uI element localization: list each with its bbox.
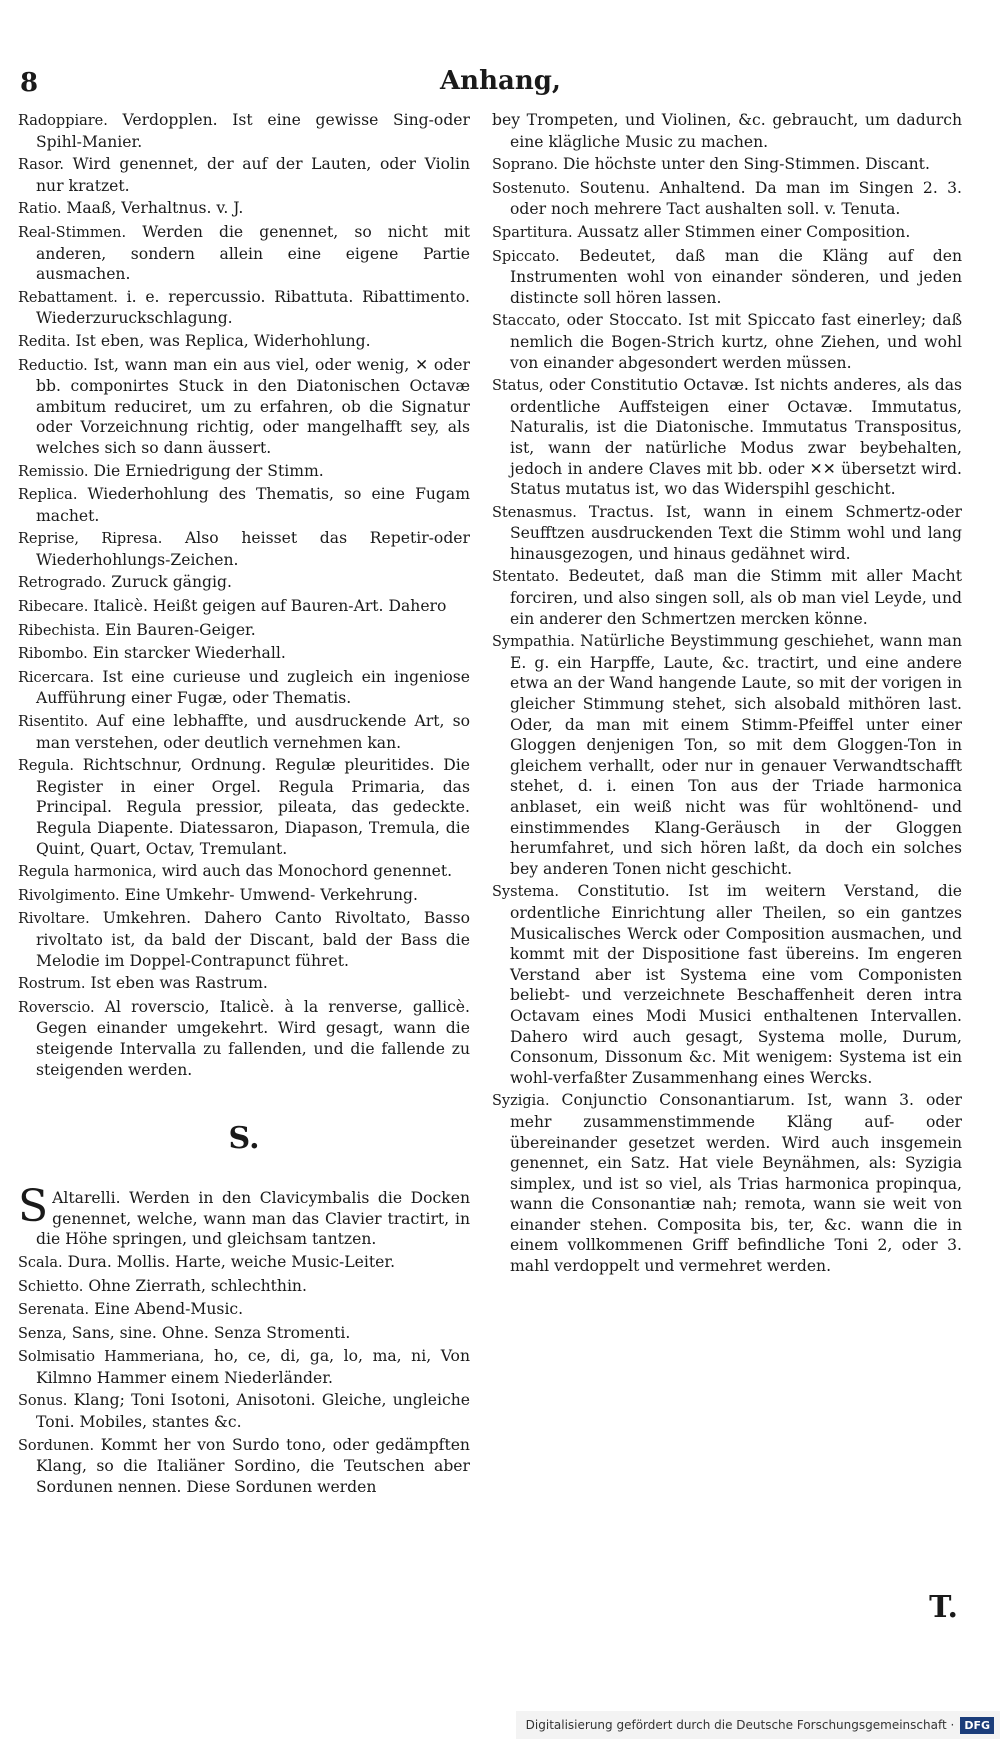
entry-headword: Remissio. — [18, 463, 89, 480]
dictionary-entry — [492, 222, 962, 244]
dictionary-entry — [492, 631, 962, 879]
entry-text: Umkehren. Dahero Canto Rivoltato, Basso rivoltato ist, da bald der Discant, bald der Bass die Melodie im Doppel-Contrapunct führet. — [36, 909, 470, 970]
entry-headword: Retrogrado. — [18, 575, 107, 592]
entry-text: Maaß, Verhaltnus. v. J. — [66, 199, 244, 218]
entry-headword: Rebattament. — [18, 289, 118, 306]
entry-text: Ohne Zierrath, schlechthin. — [88, 1276, 307, 1295]
entry-headword: Serenata. — [18, 1302, 90, 1319]
right-entry-list — [492, 110, 962, 1277]
dictionary-entry — [18, 355, 470, 459]
dictionary-entry — [18, 1390, 470, 1432]
entry-headword: Ricercara. — [18, 669, 95, 686]
entry-headword: Rasor. — [18, 157, 65, 174]
entry-text: Sans, sine. Ohne. Senza Stromenti. — [71, 1323, 351, 1342]
dictionary-entry — [18, 596, 470, 618]
entry-text: Tractus. Ist, wann in einem Schmertz-oder Seufftzen ausdruckenden Text die Stimm wohl und lang hinausgezogen, und hinaus gedähnet wird. — [510, 502, 962, 563]
dictionary-entry — [18, 331, 470, 353]
dictionary-entry — [18, 885, 470, 907]
entry-text: Werden die genennet, so nicht mit anderen, sondern allein eine eigene Partie ausmachen. — [36, 222, 470, 284]
entry-text: oder Constitutio Octavæ. Ist nichts anderes, als das ordentliche Auffsteigen einer Octavæ. Immutatus, Naturalis, ist die Diatonische. Immutatus Transpositus, ist, wann der natürliche Modus zwar beybehalten, jedoch in andere Claves mit bb. oder ✕✕ übersetzt wird. Status mutatus ist, wo das Widerspihl geschicht. — [510, 376, 962, 499]
dictionary-entry — [18, 461, 470, 483]
entry-text: Ein starcker Wiederhall. — [92, 644, 286, 663]
entry-headword: Sympathia. — [492, 634, 575, 651]
entry-headword: Ratio. — [18, 201, 62, 218]
entry-headword: Spartitura. — [492, 224, 573, 241]
entry-headword: Systema. — [492, 884, 559, 901]
entry-headword: Regula harmonica, — [18, 864, 157, 881]
dictionary-entry — [18, 1346, 470, 1388]
entry-text: Auf eine lebhaffte, und ausdruckende Art, so man verstehen, oder deutlich vernehmen kan. — [36, 712, 470, 752]
entry-text: Ist, wann man ein aus viel, oder wenig, ✕ oder bb. componirtes Stuck in den Diatonischen Octavæ ambitum reduciret, um zu erfahren, ob die Signatur oder Vorzeichnung richtig, oder mangelhafft sey, als welches sich so dann äussert. — [36, 355, 470, 457]
catchword: T. — [929, 1590, 958, 1625]
left-entry-list — [18, 110, 470, 1080]
entry-headword: Real-Stimmen. — [18, 224, 127, 241]
entry-text: Die Erniedrigung der Stimm. — [93, 461, 324, 480]
entry-text: Dura. Mollis. Harte, weiche Music-Leiter. — [67, 1252, 396, 1271]
entry-text: Conjunctio Consonantiarum. Ist, wann 3. oder mehr zusammenstimmende Kläng auf- oder übereinander gesetzet werden. Wird auch insgemein genennet, ein Satz. Hat viele Beynähmen, als: Syzigia simplex, und ist so viel, als Trias harmonica propinqua, wann die Consonantiæ nah; remota, wann sie weit von einander stehen. Composita bis, ter, &c. wann die in einem vollkommenen Griff befindliche Toni 2, oder 3. mahl verdoppelt und vermehret werden. — [510, 1091, 962, 1276]
dictionary-entry — [18, 997, 470, 1080]
entry-text: bey Trompeten, und Violinen, &c. gebraucht, um dadurch eine klägliche Music zu machen. — [492, 111, 962, 151]
entry-headword: Reductio. — [18, 357, 88, 374]
entry-headword: Rostrum. — [18, 976, 86, 993]
dictionary-entry — [18, 908, 470, 971]
entry-text: wird auch das Monochord genennet. — [161, 862, 453, 881]
dictionary-entry — [492, 110, 962, 152]
entry-text: Altarelli. Werden in den Clavicymbalis die Docken genennet, welche, wann man das Clavier tractirt, in die Höhe springen, und gleichsam tantzen. — [36, 1189, 470, 1249]
dfg-logo: DFG — [960, 1717, 994, 1734]
dictionary-entry — [492, 502, 962, 565]
entry-text: Eine Umkehr- Umwend- Verkehrung. — [124, 885, 418, 904]
dictionary-entry — [18, 1323, 470, 1345]
entry-text: Soutenu. Anhaltend. Da man im Singen 2. 3. oder noch mehrere Tact aushalten soll. v. Tenuta. — [510, 178, 962, 219]
entry-text: Die höchste unter den Sing-Stimmen. Discant. — [562, 155, 930, 174]
entry-text: Ist eben, was Replica, Widerhohlung. — [75, 331, 371, 350]
dictionary-entry — [492, 1090, 962, 1276]
dictionary-entry — [18, 110, 470, 152]
entry-headword: Sonus. — [18, 1393, 68, 1410]
entry-headword: Status, — [492, 378, 544, 395]
entry-text: Aussatz aller Stimmen einer Composition. — [577, 222, 911, 241]
entry-text: Richtschnur, Ordnung. Regulæ pleuritides. Die Register in einer Orgel. Regula Primaria, das Principal. Regula pressior, pileata, das gedeckte. Regula Diapente. Diatessaron, Diapason, Tremula, die Quint, Quart, Octav, Tremulant. — [36, 756, 470, 858]
entry-text: Ist eine curieuse und zugleich ein ingeniose Aufführung einer Fugæ, oder Thematis. — [36, 667, 470, 708]
dictionary-entry — [18, 861, 470, 883]
dictionary-entry — [492, 310, 962, 373]
entry-headword: Regula. — [18, 758, 75, 775]
entry-headword: Staccato, — [492, 313, 561, 330]
entry-headword: Stentato. — [492, 569, 560, 586]
entry-headword: Syzigia. — [492, 1093, 550, 1110]
entry-headword: Risentito. — [18, 714, 89, 731]
entry-headword: Soprano. — [492, 157, 558, 174]
entry-text: ho, ce, di, ga, lo, ma, ni, Von Kilmno Hammer einem Niederländer. — [36, 1347, 470, 1387]
dictionary-entry — [492, 154, 962, 176]
entry-headword: Scala. — [18, 1254, 63, 1271]
entry-headword: Redita. — [18, 333, 71, 350]
section-heading-s: S. — [228, 1121, 260, 1157]
dictionary-entry — [492, 178, 962, 220]
dictionary-entry — [18, 711, 470, 753]
right-column — [492, 110, 962, 1279]
entry-text: Klang; Toni Isotoni, Anisotoni. Gleiche, ungleiche Toni. Mobiles, stantes &c. — [36, 1391, 470, 1432]
dictionary-entry — [18, 484, 470, 526]
entry-text: Eine Abend-Music. — [94, 1300, 244, 1319]
left-column — [18, 110, 470, 1499]
dictionary-entry — [18, 1276, 470, 1298]
entry-text: Wird genennet, der auf der Lauten, oder Violin nur kratzet. — [36, 155, 470, 195]
entry-headword: Stenasmus. — [492, 504, 577, 521]
entry-headword: Ribombo. — [18, 646, 88, 663]
entry-text: oder Stoccato. Ist mit Spiccato fast einerley; daß nemlich die Bogen-Strich kurtz, ohne Ziehen, und wohl von einander abgesondert werden müssen. — [510, 311, 962, 372]
entry-headword: Replica. — [18, 487, 78, 504]
dictionary-entry — [492, 566, 962, 629]
entry-headword: Sordunen. — [18, 1437, 95, 1454]
dictionary-entry — [18, 973, 470, 995]
entry-text: Kommt her von Surdo tono, oder gedämpften Klang, so die Italiäner Sordino, die Teutschen aber Sordunen nennen. Diese Sordunen werden — [36, 1435, 470, 1496]
footer-text: Digitalisierung gefördert durch die Deutsche Forschungsgemeinschaft · — [525, 1718, 955, 1732]
entry-text: Natürliche Beystimmung geschiehet, wann man E. g. ein Harpffe, Laute, &c. tractirt, und eine andere etwa an der Wand hangende Laute, so mit der vorigen in gleicher Stimmung stehet, sich alsobald mithören last. Oder, da man mit einem Stimm-Pfeiffel unter einer Gloggen denjenigen Ton, so mit dem Gloggen-Ton in gleichem verhallt, oder nur in genauer Verwandtschafft stehet, d. i. einen Ton aus der Triade harmonica anblaset, ein weiß nicht was für wohltönend- und einstimmendes Klang-Geräusch in der Gloggen herumfahret, und sich hören laßt, da doch ein solches bey anderen Tonen nicht geschicht. — [510, 632, 962, 878]
dictionary-entry — [18, 572, 470, 594]
s-entry-list — [18, 1252, 470, 1498]
entry-text: i. e. repercussio. Ribattuta. Ribattimento. Wiederzuruckschlagung. — [36, 287, 470, 328]
entry-headword: Spiccato. — [492, 248, 560, 265]
digitization-footer — [516, 1711, 1000, 1739]
dictionary-entry — [18, 620, 470, 642]
dictionary-entry — [492, 246, 962, 309]
dictionary-entry — [18, 1252, 470, 1274]
dictionary-entry — [18, 667, 470, 709]
entry-headword: Rivoltare. — [18, 911, 90, 928]
entry-headword: Senza, — [18, 1325, 67, 1342]
entry-text: Bedeutet, daß man die Stimm mit aller Macht forciren, und also singen soll, als ob man viel Leyde, und ein anderer den Schmertzen mercken könne. — [510, 567, 962, 628]
dictionary-entry — [18, 1435, 470, 1498]
entry-headword: Radoppiare. — [18, 113, 108, 129]
entry-headword: Reprise, Ripresa. — [18, 531, 163, 548]
entry-saltarelli — [18, 1181, 470, 1250]
dictionary-entry — [18, 1299, 470, 1321]
entry-headword: Ribecare. — [18, 599, 89, 616]
entry-text: Bedeutet, daß man die Kläng auf den Instrumenten wohl von einander sönderen, und jeden distincte soll hören lassen. — [510, 246, 962, 307]
entry-text: Ein Bauren-Geiger. — [105, 620, 256, 639]
dictionary-entry — [18, 154, 470, 196]
dictionary-entry — [18, 287, 470, 329]
entry-text: Al roverscio, Italicè. à la renverse, gallicè. Gegen einander umgekehrt. Wird gesagt, wann die steigende Intervalla zu fallenden, und die fallende zu steigenden werden. — [36, 997, 470, 1079]
dictionary-entry — [18, 528, 470, 570]
dictionary-entry — [18, 222, 470, 285]
entry-text: Verdopplen. Ist eine gewisse Sing-oder Spihl-Manier. — [36, 111, 470, 151]
entry-headword: Solmisatio Hammeriana, — [18, 1349, 205, 1366]
entry-headword: Schietto. — [18, 1278, 84, 1295]
running-head: Anhang, — [440, 66, 561, 96]
drop-cap: S — [18, 1181, 49, 1233]
entry-headword: Roverscio. — [18, 999, 95, 1016]
entry-headword: Sostenuto. — [492, 180, 571, 197]
entry-text: Zuruck gängig. — [111, 573, 232, 592]
dictionary-entry — [492, 375, 962, 500]
page-number: 8 — [20, 68, 39, 98]
entry-headword: Ribechista. — [18, 622, 101, 639]
dictionary-entry — [492, 881, 962, 1088]
entry-text: Ist eben was Rastrum. — [90, 974, 268, 993]
dictionary-entry — [18, 643, 470, 665]
entry-headword: Rivolgimento. — [18, 887, 120, 904]
entry-text: Also heisset das Repetir-oder Wiederhohlungs-Zeichen. — [36, 529, 470, 569]
entry-text: Italicè. Heißt geigen auf Bauren-Art. Dahero — [93, 597, 447, 616]
entry-text: Constitutio. Ist im weitern Verstand, die ordentliche Einrichtung aller Theilen, so ein gantzes Musicalisches Werck oder Composition ausmachen, und kommt mit der Dispositione fast übereins. Im engeren Verstand aber ist Systema eine vom Componisten beliebt- und verzeichnete Beschaffenheit deren intra Octavam eines Modi Musici enthaltenen Intervallen. Dahero wird auch gesagt, Systema molle, Durum, Consonum, Dissonum &c. Mit wenigem: Systema ist ein wohl-verfaßter Zusammenhang eines Wercks. — [510, 882, 962, 1087]
entry-text: Wiederhohlung des Thematis, so eine Fugam machet. — [36, 485, 470, 525]
dictionary-entry — [18, 755, 470, 859]
dictionary-entry — [18, 198, 470, 220]
